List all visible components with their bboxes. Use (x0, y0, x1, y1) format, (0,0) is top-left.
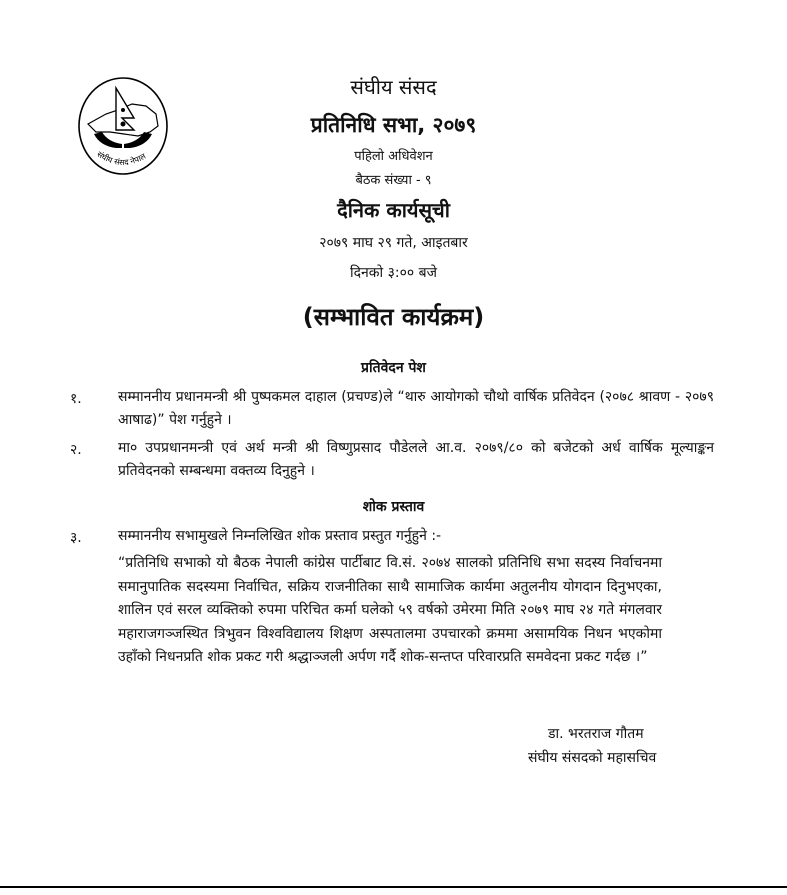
program-heading: (सम्भावित कार्यक्रम) (302, 303, 485, 331)
agenda-title: दैनिक कार्यसूची (337, 198, 450, 222)
session-label: पहिलो अधिवेशन (354, 149, 433, 164)
item-text: सम्माननीय सभामुखले निम्नलिखित शोक प्रस्ताव प्रस्तुत गर्नुहुने :- (118, 528, 442, 544)
signatory-name: डा. भरतराज गौतम (548, 726, 644, 742)
condolence-text: “प्रतिनिधि सभाको यो बैठक नेपाली कांग्रेस पार्टीबाट वि.सं. २०७४ सालको प्रतिनिधि सभा सदस्य निर्वाचनमा समानुपातिक सदस्यमा निर्वाचित, सक्रिय राजनीतिका साथै सामाजिक कार्यमा अतुलनीय योगदान दिनुभएका, शालिन एवं सरल व्यक्तिको रुपमा परिचित कर्मा घलेको ५९ वर्षको उमेरमा मिति २०७९ माघ २४ गते मंगलवार महाराजगञ्जस्थित त्रिभुवन विश्वविद्यालय शिक्षण अस्पतालमा उपचारको क्रममा असामयिक निधन भएकोमा उहाँको निधनप्रति शोक प्रकट गरी श्रद्धाञ्जली अर्पण गर्दै शोक-सन्तप्त परिवारप्रति समवेदना प्रकट गर्दछ ।” (118, 555, 662, 665)
item-number: २. (70, 442, 82, 458)
bottom-border (0, 886, 787, 888)
item-text: मा० उपप्रधानमन्त्री एवं अर्थ मन्त्री श्री विष्णुप्रसाद पौडेलले आ.व. २०७९/८० को बजेटको अर्ध वार्षिक मूल्याङ्कन प्रतिवेदनको सम्बन्धमा वक्तव्य दिनुहुने । (118, 440, 714, 479)
signatory-title: संघीय संसदको महासचिव (528, 750, 657, 766)
meeting-number: बैठक संख्या - ९ (355, 173, 432, 188)
parliament-name: संघीय संसद (350, 75, 437, 99)
item-number: ३. (70, 530, 82, 546)
section-condolence-heading: शोक प्रस्ताव (362, 499, 425, 515)
house-title: प्रतिनिधि सभा, २०७९ (310, 113, 477, 137)
emblem-text: संघीय संसद नेपाल (95, 149, 148, 168)
section-report-heading: प्रतिवेदन पेश (361, 360, 426, 376)
meeting-date: २०७९ माघ २९ गते, आइतबार (319, 235, 468, 251)
meeting-time: दिनको ३:०० बजे (349, 265, 438, 281)
item-text: सम्माननीय प्रधानमन्त्री श्री पुष्पकमल दाहाल (प्रचण्ड)ले “थारु आयोगको चौथो वार्षिक प्रतिवेदन (२०७८ श्रावण - २०७९ आषाढ)” पेश गर्नुहुने । (118, 389, 714, 428)
item-number: १. (70, 391, 82, 407)
